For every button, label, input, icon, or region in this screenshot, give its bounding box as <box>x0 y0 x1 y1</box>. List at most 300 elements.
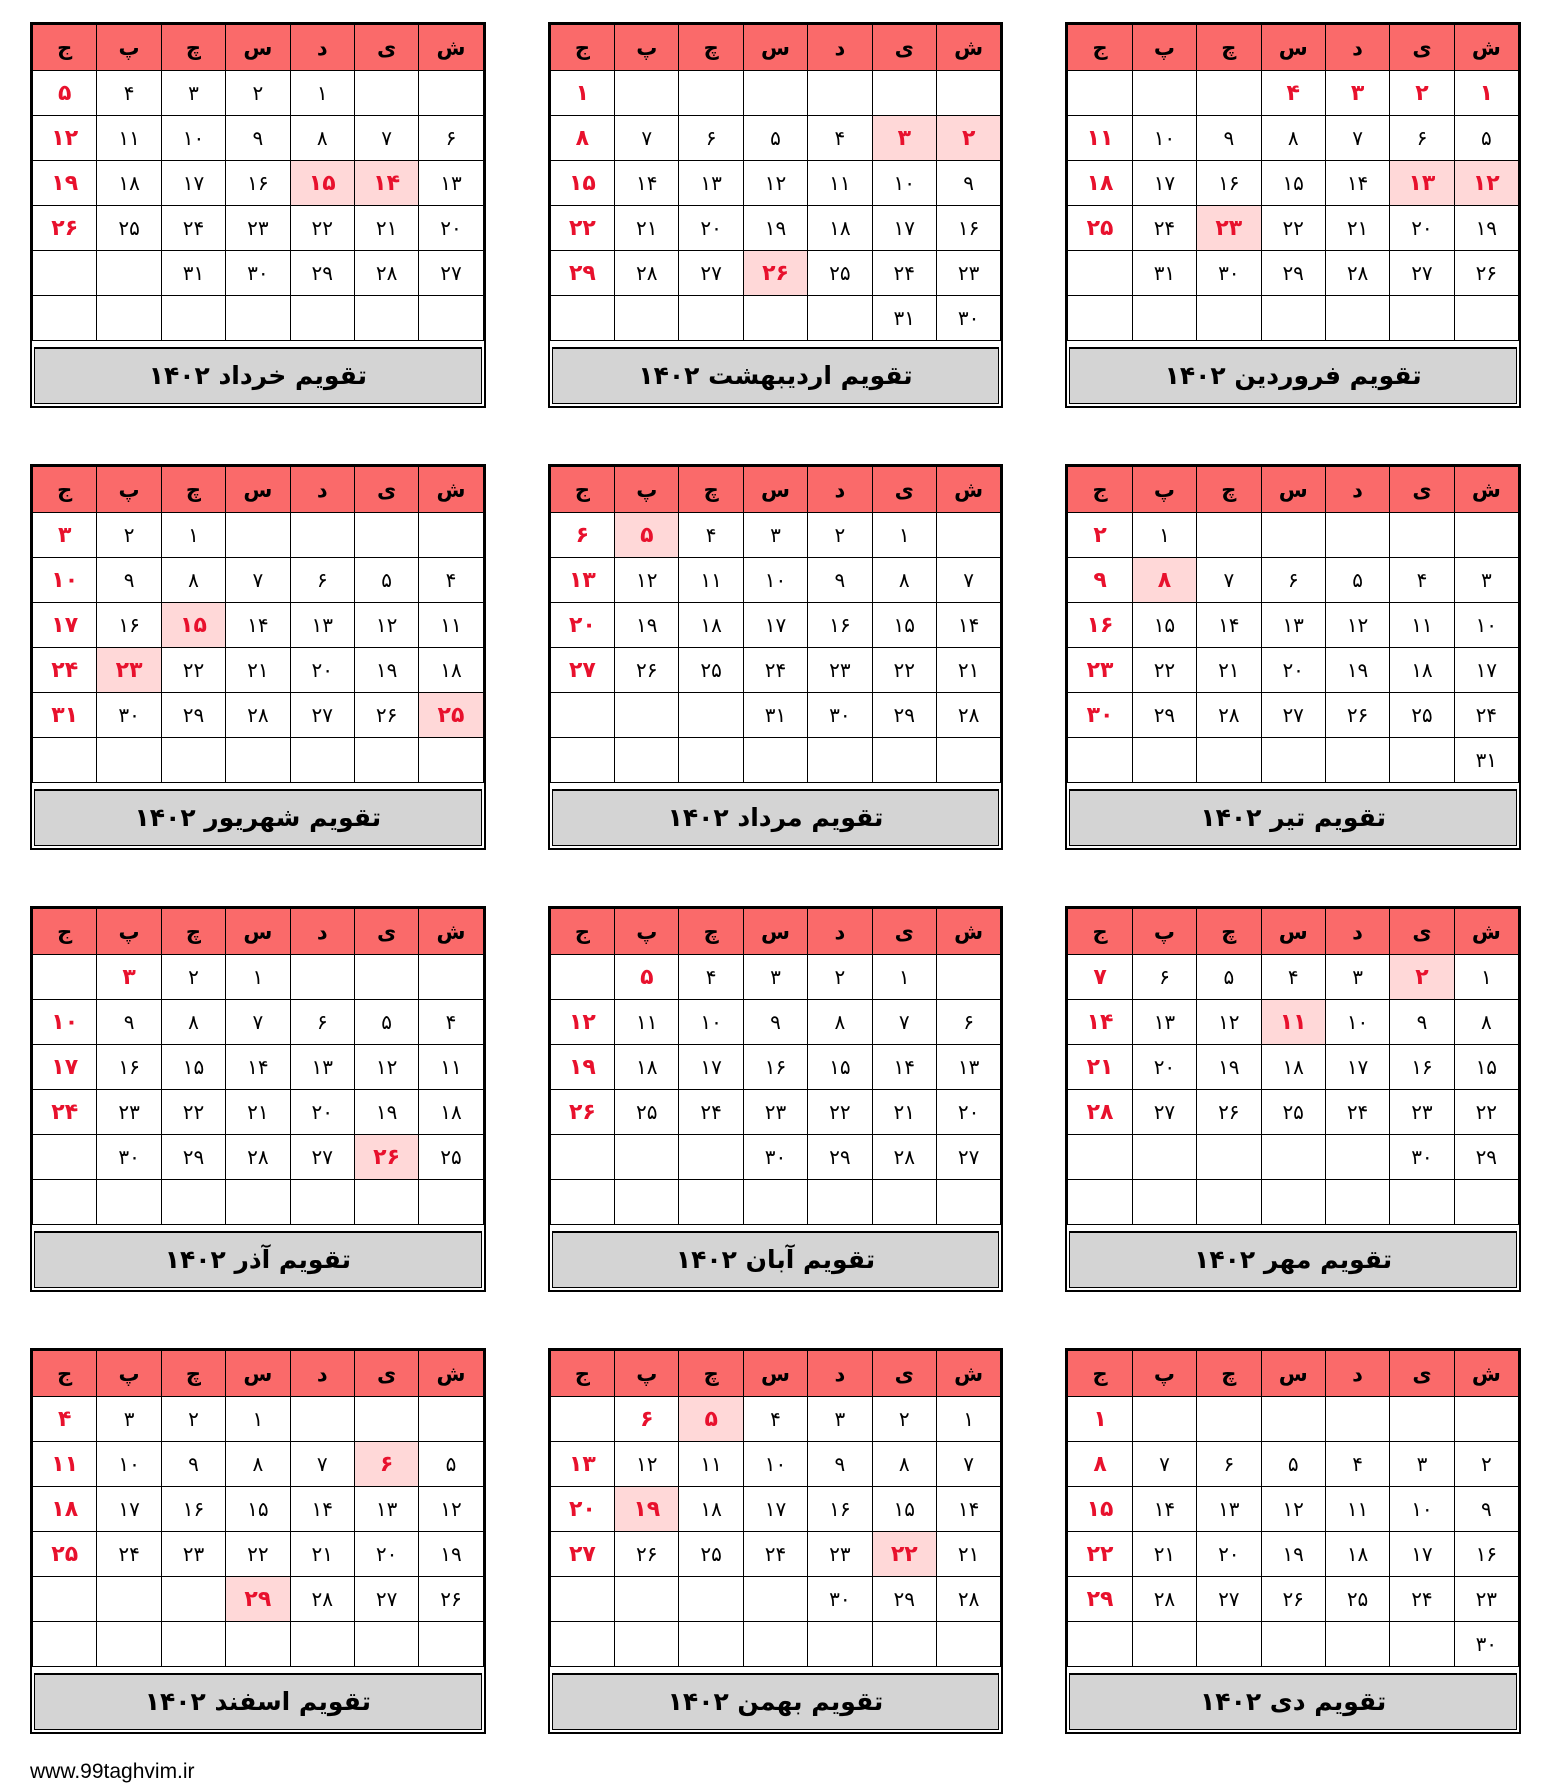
day-cell[interactable]: ۱۴ <box>1197 603 1261 648</box>
day-cell[interactable]: ۶ <box>354 1442 418 1487</box>
day-cell[interactable]: ۵ <box>354 1000 418 1045</box>
day-cell[interactable]: ۱۵ <box>872 1487 936 1532</box>
day-cell[interactable]: ۴ <box>1261 955 1325 1000</box>
day-cell[interactable]: ۵ <box>615 955 679 1000</box>
day-cell[interactable]: ۱۷ <box>1390 1532 1454 1577</box>
day-cell[interactable]: ۳ <box>808 1397 872 1442</box>
day-cell[interactable]: ۲۷ <box>419 251 483 296</box>
day-cell[interactable]: ۳۱ <box>1454 738 1518 783</box>
day-cell[interactable]: ۲۰ <box>1390 206 1454 251</box>
day-cell[interactable]: ۴ <box>808 116 872 161</box>
day-cell[interactable]: ۱۵ <box>161 1045 225 1090</box>
day-cell[interactable]: ۱۰ <box>33 558 97 603</box>
day-cell[interactable]: ۲۳ <box>97 1090 161 1135</box>
day-cell[interactable]: ۲۴ <box>33 648 97 693</box>
day-cell[interactable]: ۳۱ <box>33 693 97 738</box>
day-cell[interactable]: ۷ <box>872 1000 936 1045</box>
day-cell[interactable]: ۲۷ <box>1261 693 1325 738</box>
day-cell[interactable]: ۱۸ <box>33 1487 97 1532</box>
day-cell[interactable]: ۲۲ <box>550 206 614 251</box>
day-cell[interactable]: ۱۳ <box>290 1045 354 1090</box>
day-cell[interactable]: ۲۴ <box>161 206 225 251</box>
day-cell[interactable]: ۲۵ <box>33 1532 97 1577</box>
day-cell[interactable]: ۹ <box>1068 558 1132 603</box>
day-cell[interactable]: ۱۲ <box>1197 1000 1261 1045</box>
day-cell[interactable]: ۱ <box>936 1397 1000 1442</box>
day-cell[interactable]: ۸ <box>808 1000 872 1045</box>
day-cell[interactable]: ۲۸ <box>936 693 1000 738</box>
day-cell[interactable]: ۲۸ <box>1068 1090 1132 1135</box>
day-cell[interactable]: ۲۶ <box>354 1135 418 1180</box>
day-cell[interactable]: ۷ <box>615 116 679 161</box>
day-cell[interactable]: ۱۱ <box>97 116 161 161</box>
day-cell[interactable]: ۱ <box>872 955 936 1000</box>
day-cell[interactable]: ۱۱ <box>615 1000 679 1045</box>
day-cell[interactable]: ۸ <box>1261 116 1325 161</box>
day-cell[interactable]: ۷ <box>226 558 290 603</box>
day-cell[interactable]: ۲۱ <box>226 648 290 693</box>
day-cell[interactable]: ۲۳ <box>743 1090 807 1135</box>
day-cell[interactable]: ۲۲ <box>161 1090 225 1135</box>
day-cell[interactable]: ۱۷ <box>872 206 936 251</box>
day-cell[interactable]: ۸ <box>1068 1442 1132 1487</box>
day-cell[interactable]: ۲۷ <box>550 648 614 693</box>
day-cell[interactable]: ۲۱ <box>354 206 418 251</box>
day-cell[interactable]: ۱۵ <box>161 603 225 648</box>
day-cell[interactable]: ۲۵ <box>615 1090 679 1135</box>
day-cell[interactable]: ۱۰ <box>872 161 936 206</box>
day-cell[interactable]: ۸ <box>161 558 225 603</box>
day-cell[interactable]: ۴ <box>1261 71 1325 116</box>
day-cell[interactable]: ۲۸ <box>615 251 679 296</box>
day-cell[interactable]: ۲۷ <box>1390 251 1454 296</box>
day-cell[interactable]: ۱۵ <box>1132 603 1196 648</box>
day-cell[interactable]: ۲۹ <box>1068 1577 1132 1622</box>
day-cell[interactable]: ۸ <box>161 1000 225 1045</box>
day-cell[interactable]: ۱۶ <box>226 161 290 206</box>
day-cell[interactable]: ۷ <box>936 1442 1000 1487</box>
day-cell[interactable]: ۲۸ <box>226 1135 290 1180</box>
day-cell[interactable]: ۷ <box>290 1442 354 1487</box>
day-cell[interactable]: ۹ <box>97 1000 161 1045</box>
day-cell[interactable]: ۱۰ <box>33 1000 97 1045</box>
day-cell[interactable]: ۲۵ <box>1261 1090 1325 1135</box>
day-cell[interactable]: ۷ <box>1325 116 1389 161</box>
day-cell[interactable]: ۱۳ <box>936 1045 1000 1090</box>
day-cell[interactable]: ۱ <box>226 1397 290 1442</box>
day-cell[interactable]: ۳ <box>1325 71 1389 116</box>
day-cell[interactable]: ۱۶ <box>97 603 161 648</box>
day-cell[interactable]: ۲۷ <box>290 693 354 738</box>
day-cell[interactable]: ۱۹ <box>1197 1045 1261 1090</box>
day-cell[interactable]: ۱۸ <box>419 1090 483 1135</box>
day-cell[interactable]: ۱۷ <box>1132 161 1196 206</box>
day-cell[interactable]: ۵ <box>679 1397 743 1442</box>
day-cell[interactable]: ۱۸ <box>419 648 483 693</box>
day-cell[interactable]: ۶ <box>1261 558 1325 603</box>
day-cell[interactable]: ۵ <box>419 1442 483 1487</box>
day-cell[interactable]: ۱۹ <box>419 1532 483 1577</box>
day-cell[interactable]: ۲۵ <box>97 206 161 251</box>
day-cell[interactable]: ۲ <box>161 955 225 1000</box>
day-cell[interactable]: ۱۶ <box>97 1045 161 1090</box>
day-cell[interactable]: ۲۷ <box>936 1135 1000 1180</box>
day-cell[interactable]: ۲۶ <box>1197 1090 1261 1135</box>
day-cell[interactable]: ۲۶ <box>1454 251 1518 296</box>
day-cell[interactable]: ۳۰ <box>808 693 872 738</box>
day-cell[interactable]: ۱۸ <box>1068 161 1132 206</box>
day-cell[interactable]: ۲۰ <box>1132 1045 1196 1090</box>
day-cell[interactable]: ۱۲ <box>615 1442 679 1487</box>
day-cell[interactable]: ۲۹ <box>1454 1135 1518 1180</box>
day-cell[interactable]: ۳ <box>1454 558 1518 603</box>
day-cell[interactable]: ۱۱ <box>1068 116 1132 161</box>
day-cell[interactable]: ۹ <box>161 1442 225 1487</box>
day-cell[interactable]: ۱۸ <box>679 1487 743 1532</box>
day-cell[interactable]: ۲۲ <box>290 206 354 251</box>
day-cell[interactable]: ۱ <box>1454 71 1518 116</box>
day-cell[interactable]: ۱۰ <box>1390 1487 1454 1532</box>
day-cell[interactable]: ۶ <box>615 1397 679 1442</box>
day-cell[interactable]: ۳ <box>1325 955 1389 1000</box>
day-cell[interactable]: ۲۷ <box>354 1577 418 1622</box>
day-cell[interactable]: ۶ <box>936 1000 1000 1045</box>
day-cell[interactable]: ۱۳ <box>1390 161 1454 206</box>
day-cell[interactable]: ۱۸ <box>808 206 872 251</box>
day-cell[interactable]: ۲۱ <box>615 206 679 251</box>
day-cell[interactable]: ۱۸ <box>679 603 743 648</box>
day-cell[interactable]: ۳۱ <box>1132 251 1196 296</box>
day-cell[interactable]: ۶ <box>290 558 354 603</box>
day-cell[interactable]: ۱۴ <box>1068 1000 1132 1045</box>
day-cell[interactable]: ۱۵ <box>550 161 614 206</box>
day-cell[interactable]: ۸ <box>226 1442 290 1487</box>
day-cell[interactable]: ۴ <box>679 955 743 1000</box>
day-cell[interactable]: ۱۶ <box>936 206 1000 251</box>
day-cell[interactable]: ۱۷ <box>743 603 807 648</box>
day-cell[interactable]: ۵ <box>1197 955 1261 1000</box>
day-cell[interactable]: ۱۴ <box>936 1487 1000 1532</box>
day-cell[interactable]: ۲۳ <box>808 1532 872 1577</box>
day-cell[interactable]: ۲۶ <box>354 693 418 738</box>
day-cell[interactable]: ۲۲ <box>872 1532 936 1577</box>
day-cell[interactable]: ۲۱ <box>1197 648 1261 693</box>
day-cell[interactable]: ۲۸ <box>936 1577 1000 1622</box>
day-cell[interactable]: ۴ <box>419 1000 483 1045</box>
day-cell[interactable]: ۱۴ <box>1132 1487 1196 1532</box>
day-cell[interactable]: ۲۴ <box>743 648 807 693</box>
day-cell[interactable]: ۱۹ <box>550 1045 614 1090</box>
day-cell[interactable]: ۱۶ <box>1068 603 1132 648</box>
day-cell[interactable]: ۳۰ <box>97 1135 161 1180</box>
day-cell[interactable]: ۷ <box>226 1000 290 1045</box>
day-cell[interactable]: ۲۶ <box>33 206 97 251</box>
day-cell[interactable]: ۹ <box>1390 1000 1454 1045</box>
day-cell[interactable]: ۲۲ <box>1261 206 1325 251</box>
day-cell[interactable]: ۱۲ <box>33 116 97 161</box>
day-cell[interactable]: ۱۴ <box>1325 161 1389 206</box>
day-cell[interactable]: ۱۳ <box>1261 603 1325 648</box>
day-cell[interactable]: ۱۰ <box>743 1442 807 1487</box>
day-cell[interactable]: ۳ <box>1390 1442 1454 1487</box>
day-cell[interactable]: ۳۱ <box>161 251 225 296</box>
day-cell[interactable]: ۲۰ <box>290 1090 354 1135</box>
day-cell[interactable]: ۸ <box>1132 558 1196 603</box>
day-cell[interactable]: ۲۱ <box>936 1532 1000 1577</box>
day-cell[interactable]: ۸ <box>550 116 614 161</box>
day-cell[interactable]: ۲۸ <box>226 693 290 738</box>
day-cell[interactable]: ۸ <box>290 116 354 161</box>
day-cell[interactable]: ۱۴ <box>936 603 1000 648</box>
day-cell[interactable]: ۱۱ <box>33 1442 97 1487</box>
day-cell[interactable]: ۱۰ <box>743 558 807 603</box>
day-cell[interactable]: ۲۱ <box>1132 1532 1196 1577</box>
day-cell[interactable]: ۲۱ <box>290 1532 354 1577</box>
day-cell[interactable]: ۲۴ <box>97 1532 161 1577</box>
day-cell[interactable]: ۲۳ <box>1454 1577 1518 1622</box>
day-cell[interactable]: ۱۷ <box>97 1487 161 1532</box>
day-cell[interactable]: ۱۳ <box>290 603 354 648</box>
day-cell[interactable]: ۲۳ <box>226 206 290 251</box>
day-cell[interactable]: ۱۲ <box>354 1045 418 1090</box>
day-cell[interactable]: ۱۶ <box>1197 161 1261 206</box>
day-cell[interactable]: ۲۰ <box>936 1090 1000 1135</box>
day-cell[interactable]: ۱۳ <box>1132 1000 1196 1045</box>
day-cell[interactable]: ۶ <box>1197 1442 1261 1487</box>
day-cell[interactable]: ۲۲ <box>872 648 936 693</box>
day-cell[interactable]: ۳۰ <box>808 1577 872 1622</box>
day-cell[interactable]: ۲۰ <box>419 206 483 251</box>
day-cell[interactable]: ۳۰ <box>743 1135 807 1180</box>
day-cell[interactable]: ۱ <box>1132 513 1196 558</box>
day-cell[interactable]: ۱۷ <box>33 1045 97 1090</box>
day-cell[interactable]: ۴ <box>679 513 743 558</box>
day-cell[interactable]: ۱۱ <box>679 558 743 603</box>
day-cell[interactable]: ۲۵ <box>1068 206 1132 251</box>
day-cell[interactable]: ۱۸ <box>97 161 161 206</box>
day-cell[interactable]: ۲۴ <box>1454 693 1518 738</box>
day-cell[interactable]: ۲۱ <box>872 1090 936 1135</box>
day-cell[interactable]: ۲۸ <box>1325 251 1389 296</box>
day-cell[interactable]: ۲۹ <box>550 251 614 296</box>
day-cell[interactable]: ۵ <box>743 116 807 161</box>
day-cell[interactable]: ۲۹ <box>1261 251 1325 296</box>
day-cell[interactable]: ۲۳ <box>1068 648 1132 693</box>
day-cell[interactable]: ۱۶ <box>743 1045 807 1090</box>
day-cell[interactable]: ۱۷ <box>161 161 225 206</box>
day-cell[interactable]: ۱۹ <box>354 648 418 693</box>
day-cell[interactable]: ۱ <box>1454 955 1518 1000</box>
day-cell[interactable]: ۱۲ <box>1325 603 1389 648</box>
day-cell[interactable]: ۲۶ <box>743 251 807 296</box>
day-cell[interactable]: ۱۹ <box>1325 648 1389 693</box>
day-cell[interactable]: ۳ <box>97 955 161 1000</box>
day-cell[interactable]: ۱۸ <box>615 1045 679 1090</box>
day-cell[interactable]: ۱۰ <box>1132 116 1196 161</box>
day-cell[interactable]: ۱۶ <box>161 1487 225 1532</box>
day-cell[interactable]: ۸ <box>872 558 936 603</box>
day-cell[interactable]: ۱۴ <box>354 161 418 206</box>
day-cell[interactable]: ۳۰ <box>936 296 1000 341</box>
day-cell[interactable]: ۲۰ <box>679 206 743 251</box>
day-cell[interactable]: ۱۴ <box>226 1045 290 1090</box>
day-cell[interactable]: ۲۰ <box>1197 1532 1261 1577</box>
day-cell[interactable]: ۳۰ <box>1197 251 1261 296</box>
day-cell[interactable]: ۲۸ <box>1132 1577 1196 1622</box>
day-cell[interactable]: ۹ <box>743 1000 807 1045</box>
day-cell[interactable]: ۲۶ <box>1261 1577 1325 1622</box>
day-cell[interactable]: ۲۰ <box>550 1487 614 1532</box>
day-cell[interactable]: ۲۱ <box>936 648 1000 693</box>
day-cell[interactable]: ۹ <box>808 1442 872 1487</box>
day-cell[interactable]: ۱۴ <box>872 1045 936 1090</box>
day-cell[interactable]: ۲۸ <box>1197 693 1261 738</box>
day-cell[interactable]: ۱۰ <box>679 1000 743 1045</box>
day-cell[interactable]: ۱۷ <box>1454 648 1518 693</box>
day-cell[interactable]: ۲۴ <box>1132 206 1196 251</box>
day-cell[interactable]: ۲۲ <box>161 648 225 693</box>
day-cell[interactable]: ۲۹ <box>161 1135 225 1180</box>
day-cell[interactable]: ۸ <box>872 1442 936 1487</box>
day-cell[interactable]: ۲۸ <box>872 1135 936 1180</box>
day-cell[interactable]: ۱۷ <box>1325 1045 1389 1090</box>
day-cell[interactable]: ۱۸ <box>1390 648 1454 693</box>
day-cell[interactable]: ۲۷ <box>679 251 743 296</box>
day-cell[interactable]: ۲۲ <box>1132 648 1196 693</box>
day-cell[interactable]: ۱۱ <box>1325 1487 1389 1532</box>
day-cell[interactable]: ۱۳ <box>550 558 614 603</box>
day-cell[interactable]: ۱۶ <box>808 603 872 648</box>
day-cell[interactable]: ۲۴ <box>872 251 936 296</box>
day-cell[interactable]: ۳ <box>33 513 97 558</box>
day-cell[interactable]: ۳۱ <box>872 296 936 341</box>
day-cell[interactable]: ۱۹ <box>354 1090 418 1135</box>
day-cell[interactable]: ۶ <box>419 116 483 161</box>
day-cell[interactable]: ۱ <box>226 955 290 1000</box>
day-cell[interactable]: ۲۹ <box>872 1577 936 1622</box>
day-cell[interactable]: ۲۷ <box>550 1532 614 1577</box>
day-cell[interactable]: ۲۹ <box>226 1577 290 1622</box>
day-cell[interactable]: ۲۹ <box>808 1135 872 1180</box>
day-cell[interactable]: ۲۵ <box>419 693 483 738</box>
day-cell[interactable]: ۲۰ <box>550 603 614 648</box>
day-cell[interactable]: ۲۹ <box>872 693 936 738</box>
day-cell[interactable]: ۳۰ <box>1454 1622 1518 1667</box>
day-cell[interactable]: ۱۲ <box>1261 1487 1325 1532</box>
day-cell[interactable]: ۲۶ <box>419 1577 483 1622</box>
day-cell[interactable]: ۳ <box>97 1397 161 1442</box>
day-cell[interactable]: ۲ <box>808 513 872 558</box>
day-cell[interactable]: ۵ <box>1325 558 1389 603</box>
day-cell[interactable]: ۷ <box>1197 558 1261 603</box>
day-cell[interactable]: ۲۷ <box>290 1135 354 1180</box>
day-cell[interactable]: ۱۴ <box>290 1487 354 1532</box>
day-cell[interactable]: ۵ <box>1454 116 1518 161</box>
day-cell[interactable]: ۱۵ <box>808 1045 872 1090</box>
day-cell[interactable]: ۲۱ <box>1068 1045 1132 1090</box>
day-cell[interactable]: ۲۳ <box>1197 206 1261 251</box>
day-cell[interactable]: ۲ <box>936 116 1000 161</box>
day-cell[interactable]: ۲ <box>226 71 290 116</box>
day-cell[interactable]: ۱۰ <box>1325 1000 1389 1045</box>
day-cell[interactable]: ۲۱ <box>226 1090 290 1135</box>
day-cell[interactable]: ۲۲ <box>808 1090 872 1135</box>
day-cell[interactable]: ۱۷ <box>679 1045 743 1090</box>
day-cell[interactable]: ۲۸ <box>354 251 418 296</box>
day-cell[interactable]: ۵ <box>354 558 418 603</box>
day-cell[interactable]: ۹ <box>936 161 1000 206</box>
day-cell[interactable]: ۳۱ <box>743 693 807 738</box>
day-cell[interactable]: ۱ <box>161 513 225 558</box>
day-cell[interactable]: ۱۱ <box>679 1442 743 1487</box>
day-cell[interactable]: ۲ <box>1390 955 1454 1000</box>
day-cell[interactable]: ۵ <box>33 71 97 116</box>
day-cell[interactable]: ۲۳ <box>97 648 161 693</box>
day-cell[interactable]: ۷ <box>1068 955 1132 1000</box>
day-cell[interactable]: ۱۹ <box>615 1487 679 1532</box>
day-cell[interactable]: ۲۴ <box>33 1090 97 1135</box>
day-cell[interactable]: ۱۵ <box>226 1487 290 1532</box>
day-cell[interactable]: ۱۵ <box>1454 1045 1518 1090</box>
day-cell[interactable]: ۳ <box>743 513 807 558</box>
day-cell[interactable]: ۳ <box>872 116 936 161</box>
day-cell[interactable]: ۴ <box>1390 558 1454 603</box>
day-cell[interactable]: ۸ <box>1454 1000 1518 1045</box>
day-cell[interactable]: ۱۳ <box>550 1442 614 1487</box>
day-cell[interactable]: ۱۱ <box>1390 603 1454 648</box>
day-cell[interactable]: ۱۳ <box>419 161 483 206</box>
day-cell[interactable]: ۱۶ <box>808 1487 872 1532</box>
day-cell[interactable]: ۱ <box>550 71 614 116</box>
day-cell[interactable]: ۳۰ <box>226 251 290 296</box>
day-cell[interactable]: ۲۵ <box>419 1135 483 1180</box>
day-cell[interactable]: ۱۸ <box>1325 1532 1389 1577</box>
day-cell[interactable]: ۱۳ <box>354 1487 418 1532</box>
day-cell[interactable]: ۲۰ <box>1261 648 1325 693</box>
day-cell[interactable]: ۲۵ <box>679 1532 743 1577</box>
day-cell[interactable]: ۳۰ <box>1068 693 1132 738</box>
day-cell[interactable]: ۲ <box>97 513 161 558</box>
day-cell[interactable]: ۲۶ <box>1325 693 1389 738</box>
day-cell[interactable]: ۱۴ <box>226 603 290 648</box>
day-cell[interactable]: ۱۹ <box>33 161 97 206</box>
day-cell[interactable]: ۱۵ <box>872 603 936 648</box>
day-cell[interactable]: ۳ <box>161 71 225 116</box>
day-cell[interactable]: ۱۹ <box>615 603 679 648</box>
day-cell[interactable]: ۱۱ <box>419 1045 483 1090</box>
day-cell[interactable]: ۱۹ <box>1454 206 1518 251</box>
day-cell[interactable]: ۲۶ <box>615 1532 679 1577</box>
day-cell[interactable]: ۹ <box>1454 1487 1518 1532</box>
day-cell[interactable]: ۵ <box>615 513 679 558</box>
day-cell[interactable]: ۲ <box>872 1397 936 1442</box>
day-cell[interactable]: ۱۲ <box>1454 161 1518 206</box>
day-cell[interactable]: ۱۷ <box>33 603 97 648</box>
day-cell[interactable]: ۲۵ <box>808 251 872 296</box>
day-cell[interactable]: ۱۸ <box>1261 1045 1325 1090</box>
day-cell[interactable]: ۱۰ <box>161 116 225 161</box>
day-cell[interactable]: ۱۲ <box>743 161 807 206</box>
day-cell[interactable]: ۲۲ <box>226 1532 290 1577</box>
day-cell[interactable]: ۲۵ <box>1325 1577 1389 1622</box>
day-cell[interactable]: ۹ <box>97 558 161 603</box>
day-cell[interactable]: ۱۱ <box>808 161 872 206</box>
day-cell[interactable]: ۲۴ <box>743 1532 807 1577</box>
day-cell[interactable]: ۲۵ <box>1390 693 1454 738</box>
day-cell[interactable]: ۱۹ <box>743 206 807 251</box>
day-cell[interactable]: ۶ <box>1132 955 1196 1000</box>
day-cell[interactable]: ۱۲ <box>354 603 418 648</box>
